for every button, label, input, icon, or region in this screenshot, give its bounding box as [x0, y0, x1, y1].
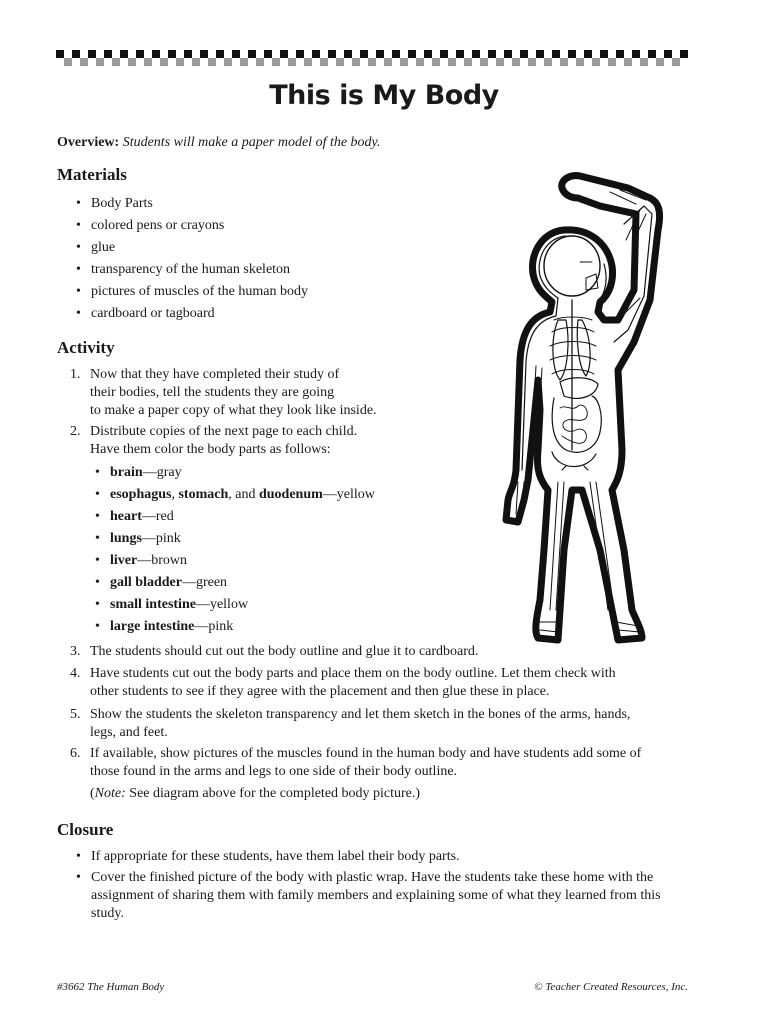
list-item: • transparency of the human skeleton — [76, 259, 308, 281]
list-item: • large intestine—pink — [95, 616, 375, 638]
step-line: Show the students the skeleton transparency and let them sketch in the bones of the arms, hands, — [90, 707, 631, 722]
step-number: 4. — [70, 666, 81, 681]
list-item: • Body Parts — [76, 193, 308, 215]
footer-left: #3662 The Human Body — [57, 981, 165, 993]
list-item: • colored pens or crayons — [76, 215, 308, 237]
color-list — [95, 462, 375, 638]
list-item: • esophagus, stomach, and duodenum—yellow — [95, 484, 375, 506]
materials-heading: Materials — [57, 165, 127, 184]
list-item: • pictures of muscles of the human body — [76, 281, 308, 303]
footer-right: © Teacher Created Resources, Inc. — [534, 981, 688, 993]
overview — [57, 135, 381, 151]
closure-list — [76, 848, 696, 926]
step-line: to make a paper copy of what they look like inside. — [90, 403, 377, 418]
activity-step-5 — [70, 706, 690, 742]
list-item: • Cover the finished picture of the body with plastic wrap. Have the students take these home with the assignment of sharing them with family members and explaining some of what they learned from this study. — [76, 869, 696, 923]
step-number: 6. — [70, 746, 81, 761]
body-figure-illustration — [500, 170, 680, 650]
list-item: • cardboard or tagboard — [76, 303, 308, 325]
list-item: • lungs—pink — [95, 528, 375, 550]
step-line: Have them color the body parts as follows: — [90, 442, 331, 457]
page-title: This is My Body — [269, 80, 499, 111]
materials-list — [76, 193, 308, 325]
step-line: If available, show pictures of the muscles found in the human body and have students add some of — [90, 746, 642, 761]
list-item: • glue — [76, 237, 308, 259]
list-item: • heart—red — [95, 506, 375, 528]
step-line: Now that they have completed their study of — [90, 367, 340, 382]
step-number: 1. — [70, 367, 81, 382]
list-item: • small intestine—yellow — [95, 594, 375, 616]
step-line: Distribute copies of the next page to each child. — [90, 424, 358, 439]
step-line: The students should cut out the body outline and glue it to cardboard. — [90, 644, 479, 659]
list-item: • brain—gray — [95, 462, 375, 484]
list-item: • liver—brown — [95, 550, 375, 572]
step-line: legs, and feet. — [90, 725, 168, 740]
step-number: 5. — [70, 707, 81, 722]
step-number: 2. — [70, 424, 81, 439]
note-line: (Note: See diagram above for the completed body picture.) — [90, 786, 421, 801]
step-line: other students to see if they agree with the placement and then glue these in place. — [90, 684, 550, 699]
list-item: • If appropriate for these students, have them label their body parts. — [76, 848, 696, 866]
activity-step-6 — [70, 745, 690, 803]
activity-step-4 — [70, 665, 690, 701]
step-line: Have students cut out the body parts and place them on the body outline. Let them check with — [90, 666, 616, 681]
decorative-checker-border — [56, 50, 688, 66]
overview-label: Overview: — [57, 135, 120, 150]
step-line: their bodies, tell the students they are going — [90, 385, 335, 400]
activity-heading: Activity — [57, 338, 115, 357]
step-number: 3. — [70, 644, 81, 659]
list-item: • gall bladder—green — [95, 572, 375, 594]
closure-heading: Closure — [57, 820, 114, 839]
overview-text: Students will make a paper model of the body. — [122, 135, 381, 150]
step-line: those found in the arms and legs to one side of their body outline. — [90, 764, 458, 779]
